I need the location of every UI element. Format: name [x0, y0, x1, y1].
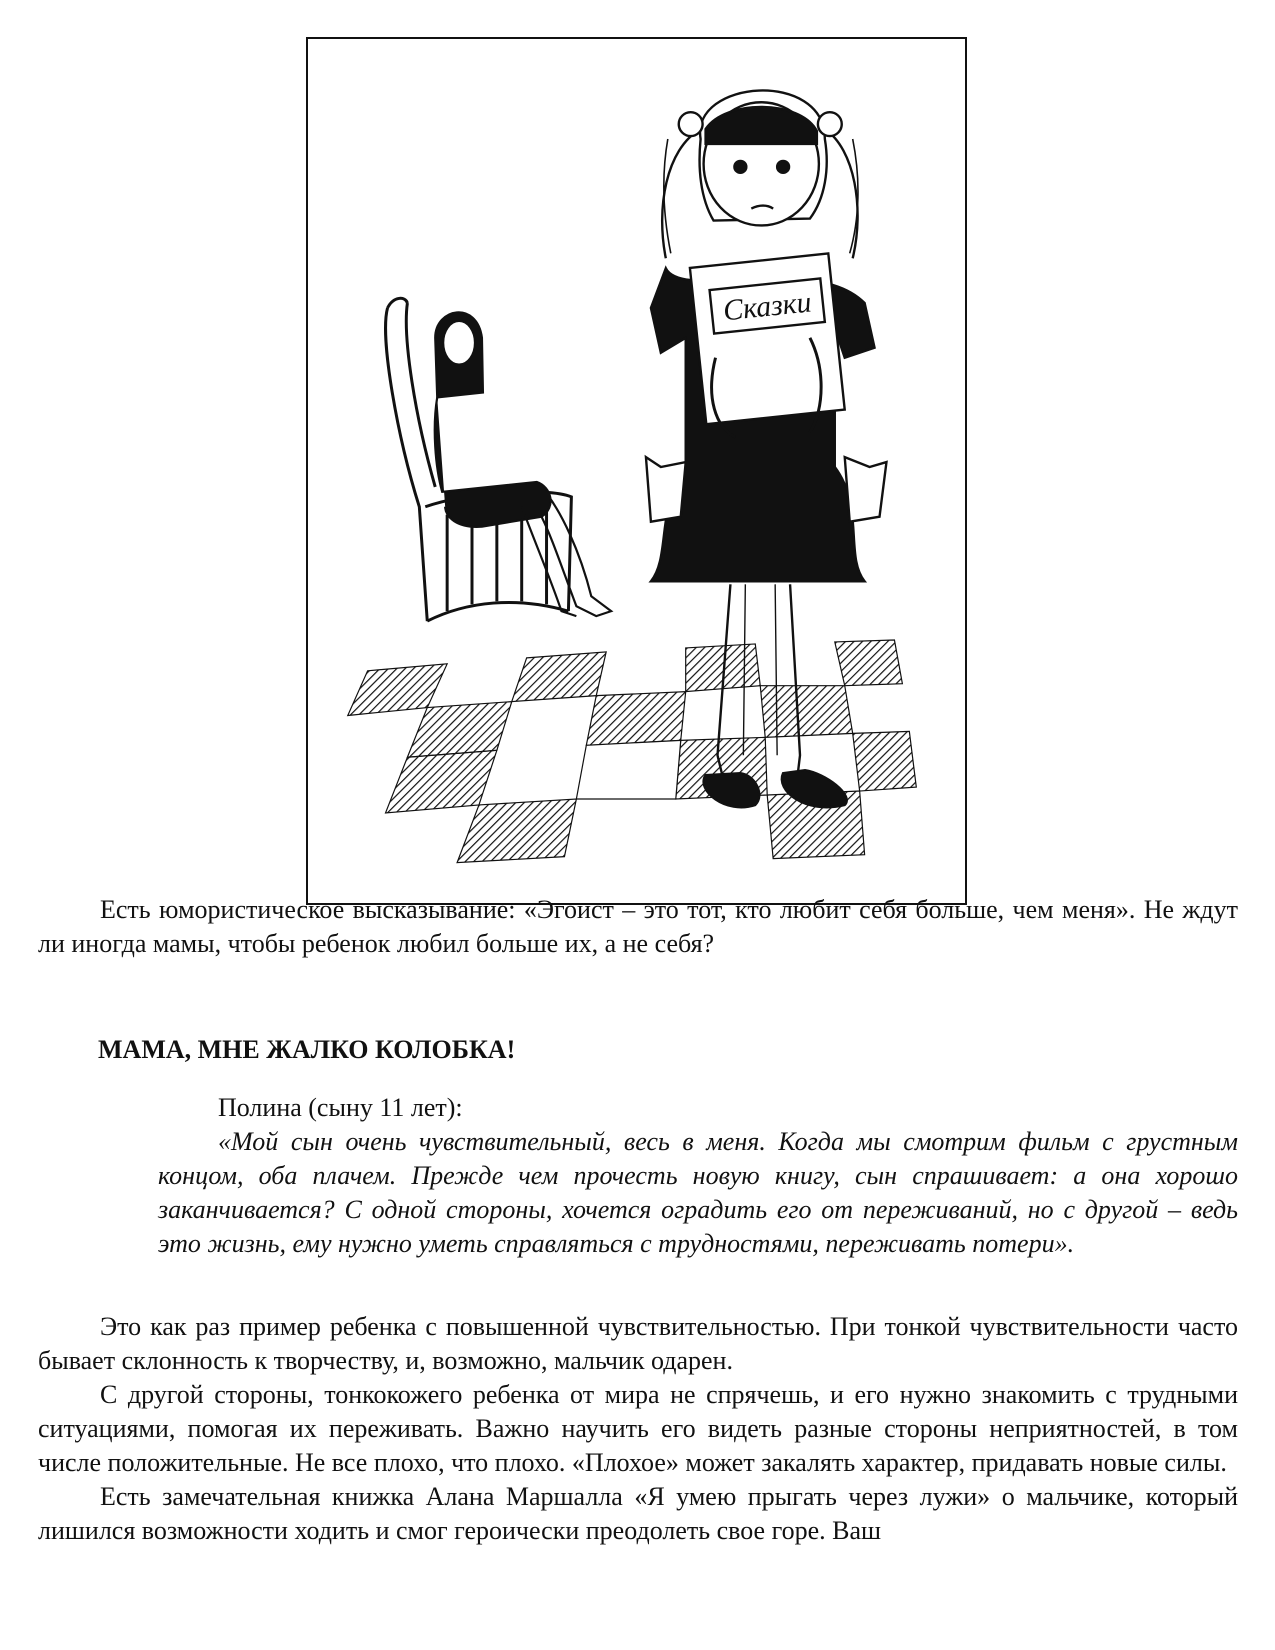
paragraph-1: Есть юмористическое высказывание: «Эгоист – это тот, кто любит себя больше, чем меня». Не ждут ли иногда мамы, чтобы ребенок любил больше их, а не себя?	[38, 895, 1238, 958]
illustration-drawing	[308, 39, 965, 903]
book-title: Сказки	[721, 285, 813, 328]
paragraph-1-block	[38, 893, 1238, 961]
quote-block	[158, 1091, 1238, 1261]
checkered-floor	[348, 640, 917, 863]
section-heading: МАМА, МНЕ ЖАЛКО КОЛОБКА!	[98, 1035, 516, 1064]
body-text	[38, 1310, 1238, 1548]
quote-text: «Мой сын очень чувствительный, весь в меня. Когда мы смотрим фильм с грустным концом, оба плачем. Прежде чем прочесть новую книгу, сын спрашивает: а она хорошо заканчивается? С одной стороны, хочется оградить его от переживаний, но с другой – ведь это жизнь, ему нужно уметь справляться с трудностями, переживать потери».	[158, 1127, 1238, 1258]
illustration	[306, 37, 967, 905]
quote-author: Полина (сыну 11 лет):	[218, 1093, 463, 1122]
paragraph-2: Это как раз пример ребенка с повышенной чувствительностью. При тонкой чувствительности часто бывает склонность к творчеству, и, возможно, мальчик одарен.	[38, 1312, 1238, 1375]
paragraph-4: Есть замечательная книжка Алана Маршалла «Я умею прыгать через лужи» о мальчике, который лишился возможности ходить и смог героически преодолеть свое горе. Ваш	[38, 1482, 1238, 1545]
paragraph-3: С другой стороны, тонкокожего ребенка от мира не спрячешь, и его нужно знакомить с трудными ситуациями, помогая их переживать. Важно научить его видеть разные стороны неприятностей, в том числе положительные. Не все плохо, что плохо. «Плохое» может закалять характер, придавать новые силы.	[38, 1380, 1238, 1477]
